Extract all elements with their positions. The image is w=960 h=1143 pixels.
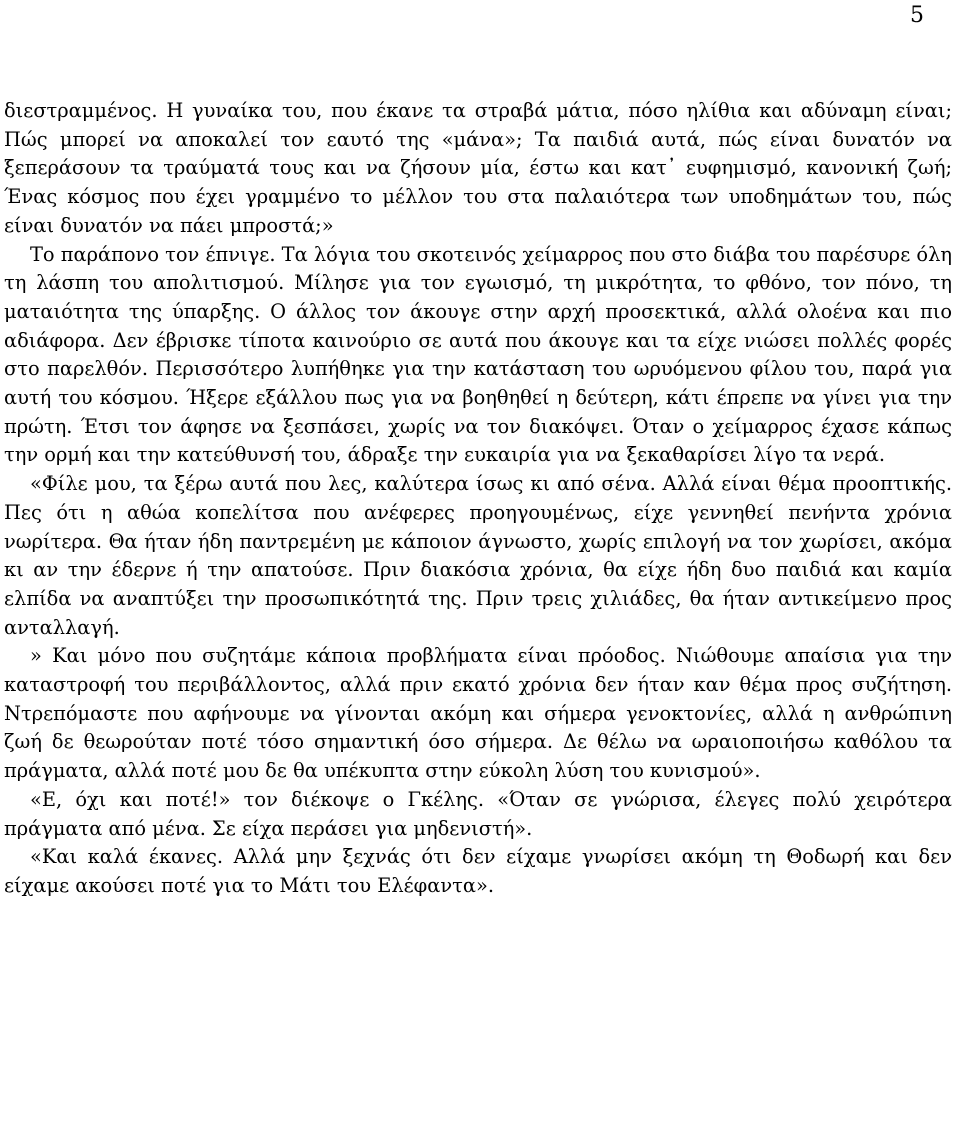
page-number: 5 <box>910 3 924 28</box>
body-text <box>4 97 952 901</box>
paragraph-continued: διεστραμμένος. Η γυναίκα του, που έκανε τα στραβά μάτια, πόσο ηλίθια και αδύναμη είναι; Πώς μπορεί να αποκαλεί τον εαυτό της «μάνα»; Τα παιδιά αυτά, πώς είναι δυνατόν να ξεπεράσουν τα τραύματά τους και να ζήσουν μία, έστω και κατ᾽ ευφημισμό, κανονική ζωή; Ένας κόσμος που έχει γραμμένο το μέλλον του στα παλαιότερα των υποδημάτων του, πώς είναι δυνατόν να πάει μπροστά;» <box>4 99 952 237</box>
paragraph: «Φίλε μου, τα ξέρω αυτά που λες, καλύτερα ίσως κι από σένα. Αλλά είναι θέμα προοπτικής. Πες ότι η αθώα κοπελίτσα που ανέφερες προηγουμένως, είχε γεννηθεί πενήντα χρόνια νωρίτερα. Θα ήταν ήδη παντρεμένη με κάποιον άγνωστο, χωρίς επιλογή να τον χωρίσει, ακόμα κι αν την έδερνε ή την απατούσε. Πριν διακόσια χρόνια, θα είχε ήδη δυο παιδιά και καμία ελπίδα να αναπτύξει την προσωπικότητά της. Πριν τρεις χιλιάδες, θα ήταν αντικείμενο προς ανταλλαγή. <box>4 472 952 639</box>
paragraph: Το παράπονο τον έπνιγε. Τα λόγια του σκοτεινός χείμαρρος που στο διάβα του παρέσυρε όλη τη λάσπη του απολιτισμού. Μίλησε για τον εγωισμό, τη μικρότητα, το φθόνο, τον πόνο, τη ματαιότητα της ύπαρξης. Ο άλλος τον άκουγε στην αρχή προσεκτικά, αλλά ολοένα και πιο αδιάφορα. Δεν έβρισκε τίποτα καινούριο σε αυτά που άκουγε και τα είχε νιώσει πολλές φορές στο παρελθόν. Περισσότερο λυπήθηκε για την κατάσταση του ωρυόμενου φίλου του, παρά για αυτή του κόσμου. Ήξερε εξάλλου πως για να βοηθηθεί η δεύτερη, κάτι έπρεπε να γίνει για την πρώτη. Έτσι τον άφησε να ξεσπάσει, χωρίς να τον διακόψει. Όταν ο χείμαρρος έχασε κάπως την ορμή και την κατεύθυνσή του, άδραξε την ευκαιρία για να ξεκαθαρίσει λίγο τα νερά. <box>4 242 952 467</box>
paragraph: «Και καλά έκανες. Αλλά μην ξεχνάς ότι δεν είχαμε γνωρίσει ακόμη τη Θοδωρή και δεν είχαμε ακούσει ποτέ για το Μάτι του Ελέφαντα». <box>4 845 952 897</box>
paragraph: » Και μόνο που συζητάμε κάποια προβλήματα είναι πρόοδος. Νιώθουμε απαίσια για την καταστροφή του περιβάλλοντος, αλλά πριν εκατό χρόνια δεν ήταν καν θέμα προς συζήτηση. Ντρεπόμαστε που αφήνουμε να γίνονται ακόμη και σήμερα γενοκτονίες, αλλά η ανθρώπινη ζωή δε θεωρούταν ποτέ τόσο σημαντική όσο σήμερα. Δε θέλω να ωραιοποιήσω καθόλου τα πράγματα, αλλά ποτέ μου δε θα υπέκυπτα στην εύκολη λύση του κυνισμού». <box>4 644 952 783</box>
paragraph: «Ε, όχι και ποτέ!» τον διέκοψε ο Γκέλης. «Όταν σε γνώρισα, έλεγες πολύ χειρότερα πράγματα από μένα. Σε είχα περάσει για μηδενιστή». <box>4 787 952 840</box>
